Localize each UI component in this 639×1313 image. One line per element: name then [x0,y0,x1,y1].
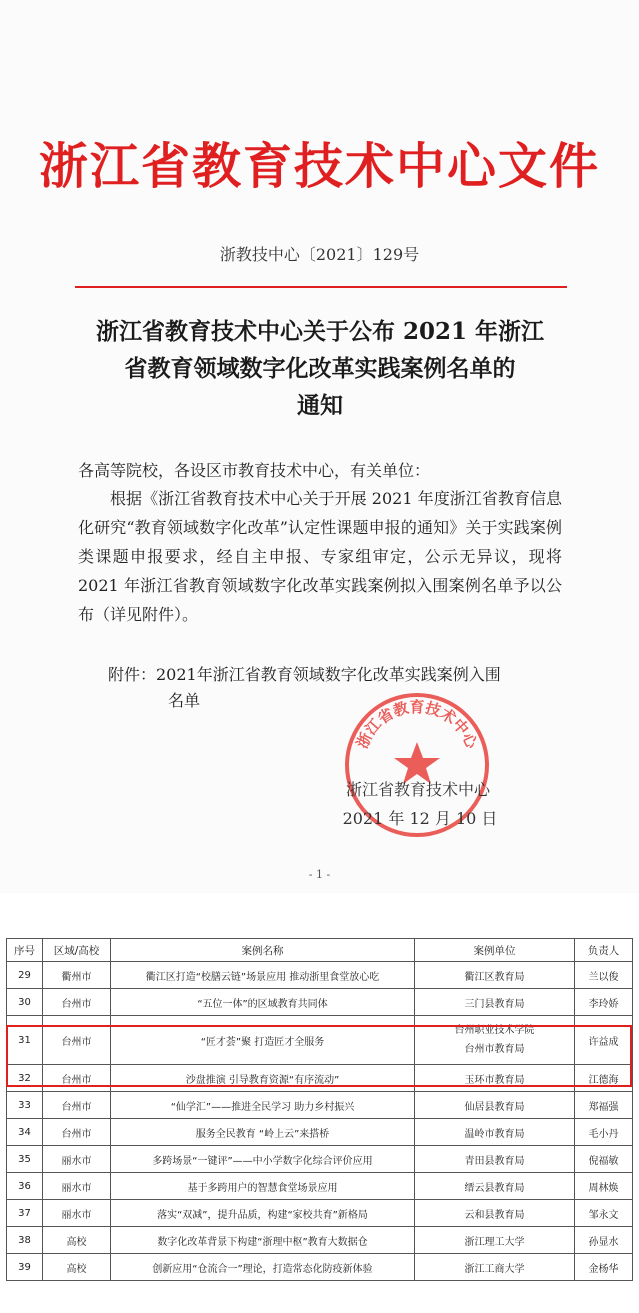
row-unit: 浙江工商大学 [415,1254,575,1281]
row-case-name: 多跨场景“一键评”——中小学数字化综合评价应用 [111,1146,415,1173]
row-region: 台州市 [43,1119,111,1146]
row-lead: 许益成 [575,1016,633,1065]
row-lead: 周林焕 [575,1173,633,1200]
row-case-name: 服务全民教育 “岭上云”来搭桥 [111,1119,415,1146]
red-divider [75,286,567,288]
row-lead: 金杨华 [575,1254,633,1281]
row-lead: 江德海 [575,1065,633,1092]
table-header-row [7,939,633,962]
header-cell: 序号 [7,939,43,962]
row-number: 31 [7,1016,43,1065]
attachment-line: 名单 [168,691,201,710]
row-number: 33 [7,1092,43,1119]
case-list-table [6,938,633,1281]
row-number: 30 [7,989,43,1016]
table-row [7,1227,633,1254]
row-unit: 缙云县教育局 [415,1173,575,1200]
page-number: - 1 - [308,868,331,881]
row-number: 35 [7,1146,43,1173]
row-case-name: 沙盘推演 引导教育资源“有序流动” [111,1065,415,1092]
row-region: 丽水市 [43,1200,111,1227]
row-case-name: 基于多跨用户的智慧食堂场景应用 [111,1173,415,1200]
row-case-name: “仙学汇”——推进全民学习 助力乡村振兴 [111,1092,415,1119]
row-lead: 邹永文 [575,1200,633,1227]
row-region: 高校 [43,1254,111,1281]
attachment-note [108,662,563,714]
document-number: 浙教技中心〔2021〕129号 [219,245,420,264]
row-region: 台州市 [43,1016,111,1065]
row-number: 32 [7,1065,43,1092]
row-region: 丽水市 [43,1173,111,1200]
table-row [7,1065,633,1092]
row-unit: 玉环市教育局 [415,1065,575,1092]
row-number: 36 [7,1173,43,1200]
row-region: 台州市 [43,989,111,1016]
row-unit: 云和县教育局 [415,1200,575,1227]
salutation: 各高等院校，各设区市教育技术中心，有关单位： [78,461,431,480]
row-lead: 孙显水 [575,1227,633,1254]
row-region: 台州市 [43,1092,111,1119]
row-case-name: “匠才荟”聚 打造匠才全服务 [111,1016,415,1065]
row-unit: 仙居县教育局 [415,1092,575,1119]
table-row [7,1119,633,1146]
table-row [7,1092,633,1119]
row-region: 台州市 [43,1065,111,1092]
row-region: 丽水市 [43,1146,111,1173]
case-list-table-wrapper [0,938,639,1281]
table-row [7,1173,633,1200]
header-cell: 区域/高校 [43,939,111,962]
header-cell: 负责人 [575,939,633,962]
row-unit [415,1016,575,1065]
row-unit: 浙江理工大学 [415,1227,575,1254]
row-case-name: 创新应用“仓流合一”理论，打造常态化防疫新体验 [111,1254,415,1281]
notice-title [70,313,570,424]
row-number: 34 [7,1119,43,1146]
header-cell: 案例单位 [415,939,575,962]
row-case-name: 数字化改革背景下构建“浙理中枢”教育大数据仓 [111,1227,415,1254]
page-gap [0,893,639,925]
seal-text: 浙江省教育技术中心 [353,698,481,752]
row-unit: 温岭市教育局 [415,1119,575,1146]
row-unit-line: 台州职业技术学院 [454,1025,535,1036]
row-unit: 三门县教育局 [415,989,575,1016]
notice-title-line: 省教育领域数字化改革实践案例名单的 [124,355,516,382]
table-row-highlighted [7,1016,633,1065]
row-case-name: “五位一体”的区域教育共同体 [111,989,415,1016]
issuer-name: 浙江省教育技术中心 [345,780,490,799]
table-row [7,1254,633,1281]
row-case-name: 衢江区打造“校膳云链”场景应用 推动浙里食堂放心吃 [111,962,415,989]
table-row [7,1146,633,1173]
table-row [7,1200,633,1227]
row-region: 高校 [43,1227,111,1254]
row-number: 37 [7,1200,43,1227]
row-number: 39 [7,1254,43,1281]
notice-body: 根据《浙江省教育技术中心关于开展 2021 年度浙江省教育信息化研究“教育领域数字化改革”认定性课题申报的通知》关于实践案例类课题申报要求，经自主申报、专家组审定，公示无异议，现将 2021 年浙江省教育领域数字化改革实践案例拟入围案例名单予以公布（详见附件）。 [78,489,562,624]
header-cell: 案例名称 [111,939,415,962]
row-unit-line: 台州市教育局 [464,1044,525,1055]
row-lead: 倪福敏 [575,1146,633,1173]
notice-title-line: 浙江省教育技术中心关于公布 2021 年浙江 [95,318,545,345]
table-row [7,989,633,1016]
row-number: 38 [7,1227,43,1254]
row-unit: 青田县教育局 [415,1146,575,1173]
issue-date: 2021 年 12 月 10 日 [342,809,498,828]
table-row [7,962,633,989]
attachment-line: 附件：2021年浙江省教育领域数字化改革实践案例入围 [108,665,501,684]
row-number: 29 [7,962,43,989]
row-unit: 衢江区教育局 [415,962,575,989]
row-region: 衢州市 [43,962,111,989]
document-header-title: 浙江省教育技术中心文件 [38,137,600,195]
row-lead: 李玲娇 [575,989,633,1016]
row-lead: 郑福强 [575,1092,633,1119]
row-case-name: 落实“双减”，提升品质，构建“家校共育”新格局 [111,1200,415,1227]
row-lead: 兰以俊 [575,962,633,989]
notice-title-line: 通知 [297,392,343,419]
row-lead: 毛小丹 [575,1119,633,1146]
